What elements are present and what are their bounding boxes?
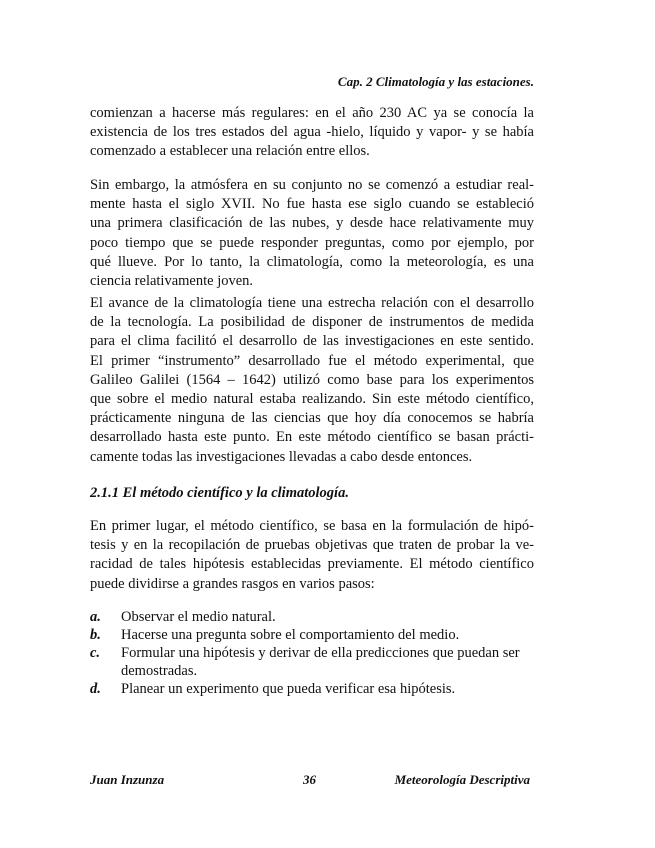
paragraph-line: puede dividirse a grandes rasgos en varios pasos: (90, 575, 375, 592)
paragraph-line: comienzan a hacerse más regulares: en el año 230 AC ya se conocía la (90, 105, 534, 121)
paragraph-line: desarrollado hasta este punto. En este método científico se basan prácti- (90, 429, 534, 446)
paragraph-line: qué llueve. Por lo tanto, la climatología, como la meteorología, es una (90, 253, 534, 270)
list-item (90, 680, 534, 698)
list-marker: c. (90, 645, 101, 661)
paragraph-line: camente todas las investigaciones llevadas a cabo desde entonces. (90, 448, 473, 465)
paragraph-3 (90, 294, 534, 467)
paragraph-line: En primer lugar, el método científico, se basa en la formulación de hipó- (90, 518, 534, 534)
footer-book-title: Meteorología Descriptiva (394, 772, 530, 787)
paragraph-1 (90, 104, 534, 162)
list-item (90, 608, 534, 626)
list-marker: a. (90, 609, 101, 625)
paragraph-line: El avance de la climatología tiene una estrecha relación con el desarrollo (90, 295, 534, 311)
list-item (90, 626, 534, 644)
section-heading: 2.1.1 El método científico y la climatología. (90, 485, 349, 501)
paragraph-line: tesis y en la recopilación de pruebas objetivas que traten de probar la ve- (90, 537, 534, 554)
list-item-text: Hacerse una pregunta sobre el comportamiento del medio. (121, 627, 460, 643)
paragraph-line: prácticamente ninguna de las ciencias que hoy día conocemos se habría (90, 410, 534, 427)
running-header: Cap. 2 Climatología y las estaciones. (337, 74, 534, 89)
paragraph-line: Sin embargo, la atmósfera en su conjunto no se comenzó a estudiar real- (90, 177, 534, 193)
list-item (90, 644, 534, 680)
paragraph-line: que sobre el medio natural estaba realizando. Sin este método científico, (90, 391, 534, 408)
paragraph-line: Galileo Galilei (1564 – 1642) utilizó como base para los experimentos (90, 371, 534, 388)
footer-author: Juan Inzunza (90, 772, 165, 787)
list-marker: d. (90, 681, 101, 697)
paragraph-4 (90, 517, 534, 594)
method-steps-list (90, 608, 534, 698)
list-marker: b. (90, 627, 101, 643)
paragraph-line: mente hasta el siglo XVII. No fue hasta ese siglo cuando se estableció (90, 196, 534, 213)
paragraph-line: de la tecnología. La posibilidad de disponer de instrumentos de medida (90, 314, 534, 331)
paragraph-2 (90, 176, 534, 291)
paragraph-line: racidad de tales hipótesis establecidas previamente. El método científico (90, 556, 534, 573)
list-item-text: Formular una hipótesis y derivar de ella predicciones que puedan ser demostradas. (121, 645, 520, 679)
paragraph-line: ciencia relativamente joven. (90, 273, 254, 290)
paragraph-line: existencia de los tres estados del agua -hielo, líquido y vapor- y se había (90, 124, 534, 141)
paragraph-line: para el clima facilitó el desarrollo de las investigaciones en este sentido. (90, 333, 534, 350)
list-item-text: Observar el medio natural. (121, 609, 276, 625)
paragraph-line: poco tiempo que se puede responder preguntas, como por ejemplo, por (90, 234, 534, 251)
page-number: 36 (303, 772, 316, 787)
paragraph-line: El primer “instrumento” desarrollado fue el método experimental, que (90, 352, 534, 369)
paragraph-line: comenzado a establecer una relación entre ellos. (90, 143, 370, 160)
list-item-text: Planear un experimento que pueda verificar esa hipótesis. (121, 681, 456, 697)
paragraph-line: una primera clasificación de las nubes, y desde hace relativamente muy (90, 215, 534, 232)
